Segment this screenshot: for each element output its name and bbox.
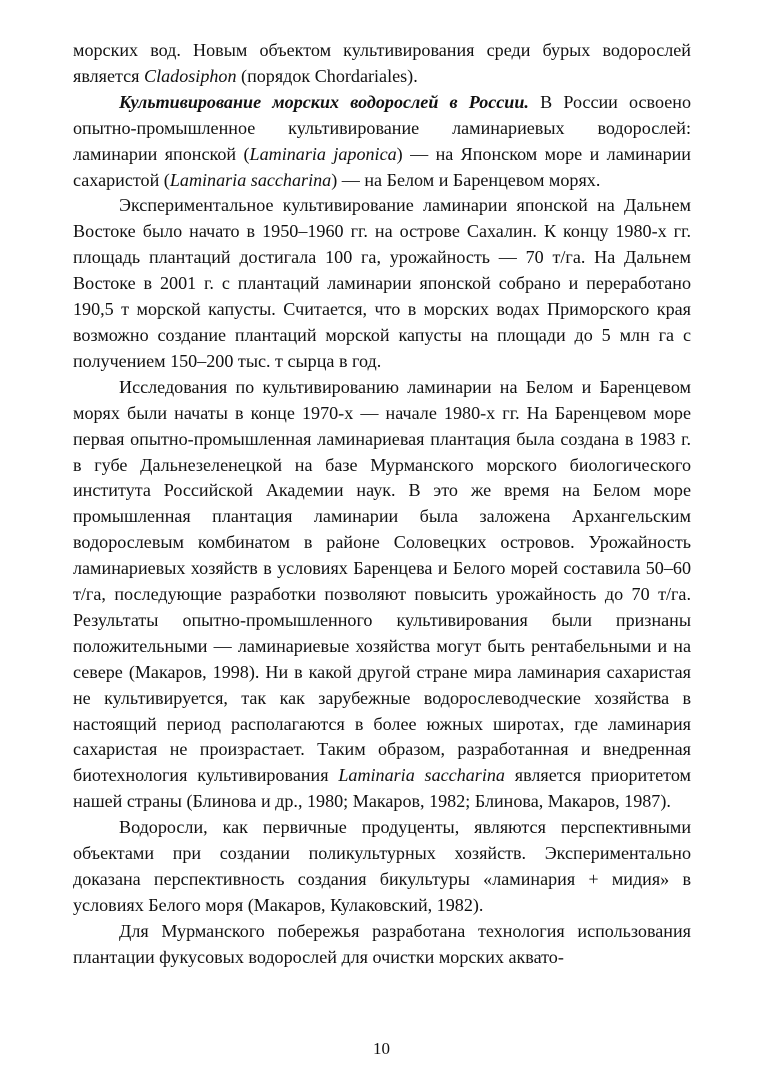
paragraph-6: Для Мурманского побережья разработана технология использования плантации фукусовых водорослей для очистки морских аквато- [73, 920, 691, 967]
section-title: Культивирование морских водорослей в России. [119, 91, 529, 112]
paragraph-2: Культивирование морских водорослей в России. В России освоено опытно-промышленное культивирование ламинариевых водорослей: ламинарии японской (Laminaria japonica) — на Японском море и ламинарии сахаристой (Laminaria saccharina) — на Белом и Баренцевом морях. [73, 91, 691, 190]
page-number: 10 [373, 1039, 390, 1058]
species-name: Laminaria japonica [249, 143, 397, 164]
paragraph-3: Экспериментальное культивирование ламинарии японской на Дальнем Востоке было начато в 1950–1960 гг. на острове Сахалин. К концу 1980-х гг. площадь плантаций достигала 100 га, урожайность — 70 т/га. На Дальнем Востоке в 2001 г. с плантаций ламинарии японской собрано и переработано 190,5 т морской капусты. Считается, что в морских водах Приморского края возможно создание плантаций морской капусты на площади до 5 млн га с получением 150–200 тыс. т сырца в год. [73, 195, 691, 371]
species-name: Laminaria saccharina [169, 169, 332, 190]
paragraph-1: морских вод. Новым объектом культивирования среди бурых водорослей является Cladosiphon (порядок Chordariales). [73, 40, 691, 86]
species-name: Cladosiphon [144, 65, 237, 86]
page-body [73, 38, 691, 971]
species-name: Laminaria saccharina [338, 765, 505, 786]
paragraph-4: Исследования по культивированию ламинарии на Белом и Баренцевом морях были начаты в конце 1970-х — начале 1980-х гг. На Баренцевом море первая опытно-промышленная ламинариевая плантация была создана в 1983 г. в губе Дальнезеленецкой на базе Мурманского морского биологического института Российской Академии наук. В это же время на Белом море промышленная плантация ламинарии была заложена Архангельским водорослевым комбинатом в районе Соловецких островов. Урожайность ламинариевых хозяйств в условиях Баренцева и Белого морей составила 50–60 т/га, последующие разработки позволяют повысить урожайность до 70 т/га. Результаты опытно-промышленного культивирования были признаны положительными — ламинариевые хозяйства могут быть рентабельными и на севере (Макаров, 1998). Ни в какой другой стране мира ламинария сахаристая не культивируется, так как зарубежные водорослеводческие хозяйства в настоящий период располагаются в более южных широтах, где ламинария сахаристая не произрастает. Таким образом, разработанная и внедренная биотехнология культивирования Laminaria saccharina является приоритетом нашей страны (Блинова и др., 1980; Макаров, 1982; Блинова, Макаров, 1987). [73, 376, 691, 812]
paragraph-5: Водоросли, как первичные продуценты, являются перспективными объектами при создании поликультурных хозяйств. Экспериментально доказана перспективность создания бикультуры «ламинария + мидия» в условиях Белого моря (Макаров, Кулаковский, 1982). [73, 817, 691, 915]
